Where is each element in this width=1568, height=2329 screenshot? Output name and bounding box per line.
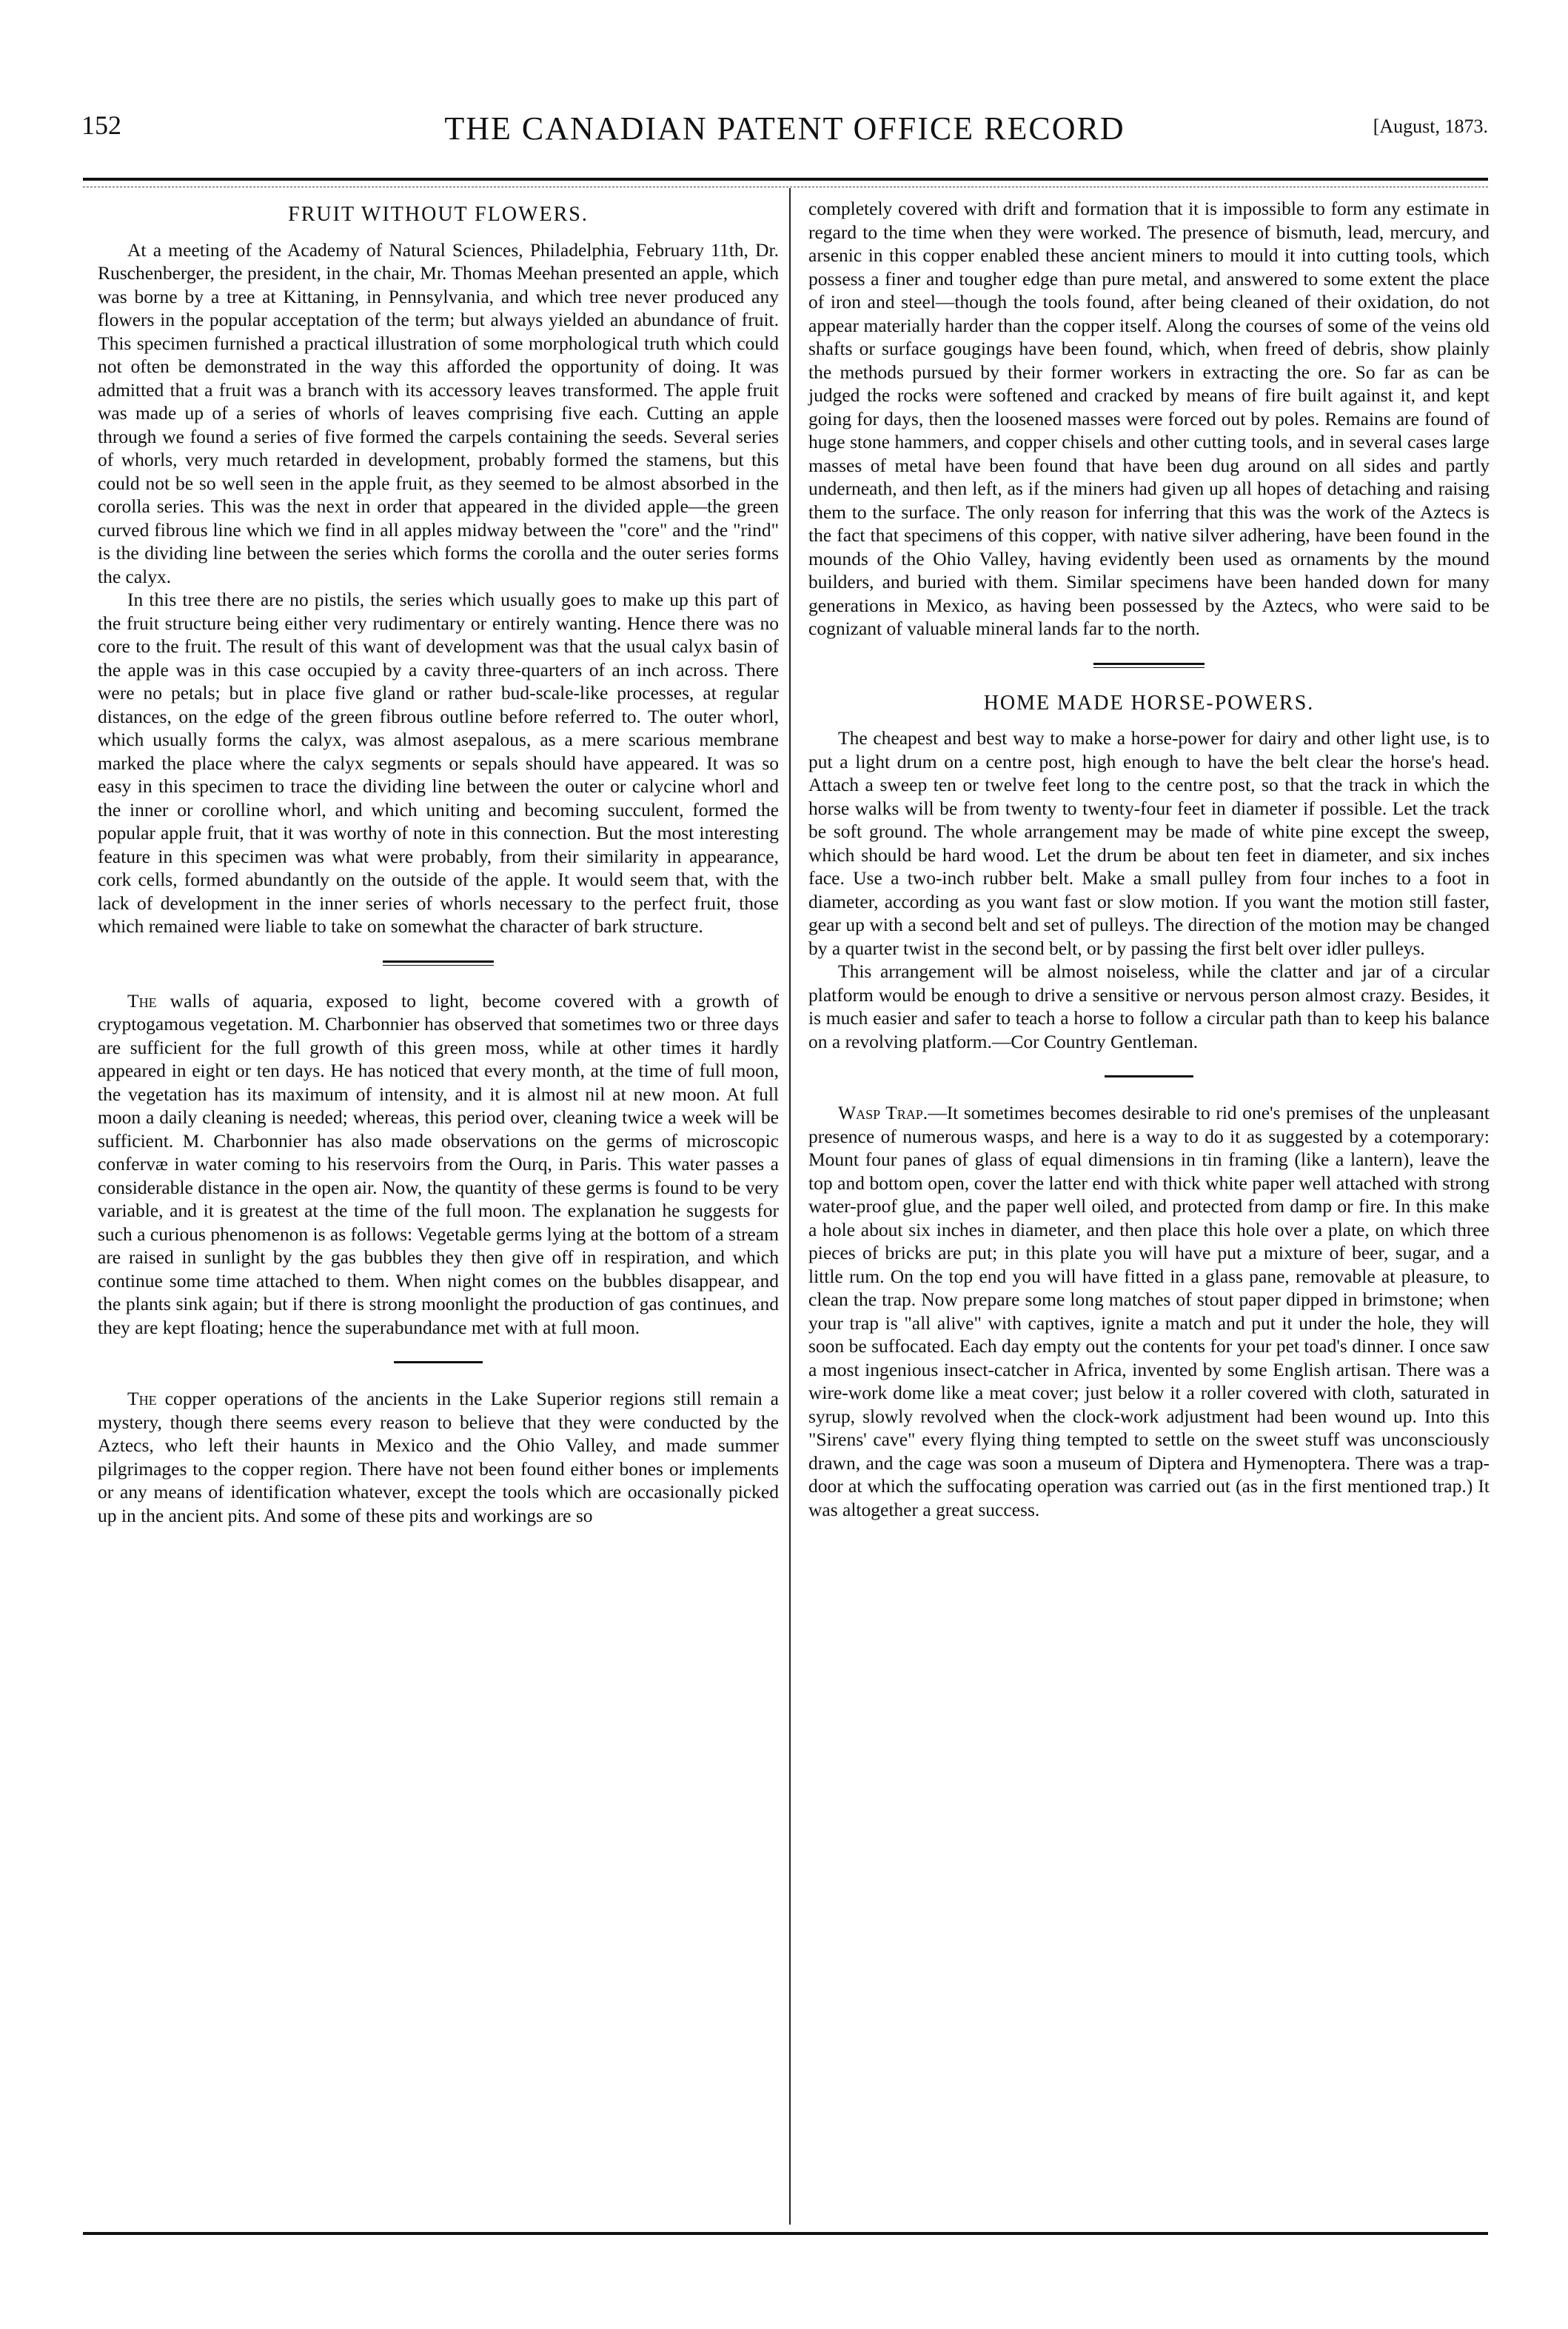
- copper-paragraph: [98, 1387, 779, 1527]
- column-divider: [789, 188, 791, 2225]
- copper-continuation: completely covered with drift and formation that it is impossible to form any estimate in regard to the time when they were worked. The presence of bismuth, lead, mercury, and arsenic in this copper enabled these ancient miners to mould it into cutting tools, which possess a finer and tougher edge than pure metal, and answered to some extent the place of iron and steel—though the tools found, after being cleaned of their oxidation, do not appear materially harder than the copper itself. Along the courses of some of the veins old shafts or surface gougings have been found, which, when freed of debris, show plainly the methods pursued by their former workers in extracting the ore. So far as can be judged the rocks were softened and cracked by means of fire built against it, and kept going for days, then the loosened masses were forced out by poles. Remains are found of huge stone hammers, and copper chisels and other cutting tools, and in several cases large masses of metal have been found that have been dug around on all sides and partly underneath, and then left, as if the miners had given up all hopes of detaching and raising them to the surface. The only reason for inferring that this was the work of the Aztecs is the fact that specimens of this copper, with native silver adhering, have been found in the mounds of the Ohio Valley, having evidently been used as ornaments by the mound builders, and buried with them. Similar specimens have been handed down for many generations in Mexico, as having been possessed by the Aztecs, who were said to be cognizant of valuable mineral lands far to the north.: [808, 198, 1490, 639]
- fruit-paragraph-1: At a meeting of the Academy of Natural Sciences, Philadelphia, February 11th, Dr. Ruschenberger, the president, in the chair, Mr. Thomas Meehan presented an apple, which was borne by a tree at Kittaning, in Pennsylvania, and which tree never produced any flowers in the popular acceptation of the term; but always yielded an abundance of fruit. This specimen furnished a practical illustration of some morphological truth which could not often be demonstrated in the way this afforded the opportunity of doing. It was admitted that a fruit was a branch with its accessory leaves transformed. The apple fruit was made up of a series of whorls of leaves comprising five each. Cutting an apple through we found a series of five formed the carpels containing the seeds. Several series of whorls, very much retarded in development, probably formed the stamens, but this could not be so well seen in the apple fruit, as they seemed to be almost absorbed in the corolla series. This was the next in order that appeared in the divided apple—the green curved fibrous line which we find in all apples midway between the "core" and the "rind" is the dividing line between the series which forms the corolla and the outer series forms the calyx.: [98, 238, 779, 587]
- page-header: [81, 110, 1488, 154]
- aquaria-lead: The: [127, 989, 157, 1012]
- section-divider: [1105, 1075, 1193, 1079]
- fruit-paragraph-2: In this tree there are no pistils, the series which usually goes to make up this part of the fruit structure being either very rudimentary or entirely wanting. Hence there was no core to the fruit. The result of this want of development was that the usual calyx basin of the apple was in this case occupied by a cavity three-quarters of an inch across. There were no petals; but in place five gland or rather bud-scale-like processes, at regular distances, on the edge of the green fibrous outline before referred to. The outer whorl, which usually forms the calyx, was almost asepalous, as a mere scarious membrane marked the place where the calyx segments or sepals should have appeared. It was so easy in this specimen to trace the dividing line between the outer or calycine whorl and the inner or corolline whorl, and which uniting and becoming succulent, formed the popular apple fruit, that it was worthy of note in this connection. But the most interesting feature in this specimen was what were probably, from their similarity in appearance, cork cells, formed abundantly on the outside of the apple. It would seem that, with the lack of development in the inner series of whorls necessary to the perfect fruit, those which remained were liable to take on somewhat the character of bark structure.: [98, 589, 779, 937]
- page-body: [83, 178, 1488, 2235]
- right-column: [808, 197, 1490, 1521]
- aquaria-paragraph: [98, 989, 779, 1340]
- article-title-horse: HOME MADE HORSE-POWERS.: [983, 691, 1315, 715]
- section-divider: [383, 960, 494, 966]
- article-title-fruit: FRUIT WITHOUT FLOWERS.: [288, 203, 589, 226]
- wasp-paragraph: [808, 1101, 1490, 1521]
- wasp-lead: Wasp Trap.: [838, 1102, 928, 1123]
- section-divider: [394, 1361, 483, 1365]
- aquaria-text: walls of aquaria, exposed to light, become covered with a growth of cryptogamous vegetation. M. Charbonnier has observed that sometimes two or three days are sufficient for the full growth of this green moss, while at other times it hardly appeared in eight or ten days. He has noticed that every month, at the time of full moon, the vegetation has its maximum of intensity, and it is almost nil at new moon. At full moon a daily cleaning is needed; whereas, this period over, cleaning twice a week will be sufficient. M. Charbonnier has also made observations on the germs of microscopic confervæ in water coming to his reservoirs from the Ourq, in Paris. This water passes a considerable distance in the open air. Now, the quantity of these germs is found to be very variable, and it is greatest at the time of the full moon. The explanation he suggests for such a curious phenomenon is as follows: Vegetable germs lying at the bottom of a stream are raised in sunlight by the gas bubbles they then give off in respiration, and which continue some time attached to them. When night comes on the bubbles disappear, and the plants sink again; but if there is strong moonlight the production of gas continues, and they are kept floating; hence the superabundance met with at full moon.: [98, 989, 779, 1338]
- copper-lead: The: [127, 1388, 157, 1409]
- page-number: 152: [81, 110, 121, 140]
- wasp-text: —It sometimes becomes desirable to rid one's premises of the unpleasant presence of numerous wasps, and here is a way to do it as suggested by a cotemporary: Mount four panes of glass of equal dimensions in tin framing (like a lantern), leave the top and bottom open, cover the latter end with thick white paper well attached with strong water-proof glue, and the paper well oiled, and protected from damp or fire. In this make a hole about six inches in diameter, and then place this hole over a plate, on which three pieces of bricks are put; in this plate you will have put a mixture of beer, sugar, and a little rum. On the top end you will have fitted in a glass pane, removable at pleasure, to clean the trap. Now prepare some long matches of stout paper dipped in brimstone; when your trap is "all alive" with captives, ignite a match and put it under the hole, they will soon be suffocated. Each day empty out the contents for your pet toad's dinner. I once saw a most ingenious insect-catcher in Africa, invented by some English artisan. There was a wire-work dome like a meat cover; just below it a roller covered with cloth, saturated in syrup, slowly revolved when the clock-work adjustment had been wound up. Into this "Sirens' cave" every flying thing tempted to settle on the sweet stuff was unconsciously drawn, and the cage was soon a museum of Diptera and Hymenoptera. There was a trap-door at which the suffocating operation was carried out (as in the first mentioned trap.) It was altogether a great success.: [808, 1102, 1490, 1520]
- issue-date: [August, 1873.: [1373, 116, 1488, 137]
- section-divider: [1093, 663, 1205, 668]
- left-column: [98, 197, 779, 1527]
- horse-paragraph-2: This arrangement will be almost noiseless, while the clatter and jar of a circular platform would be enough to drive a sensitive or nervous person almost crazy. Besides, it is much easier and safer to teach a horse to follow a circular path than to keep his balance on a revolving platform.—Cor Country Gentleman.: [808, 960, 1490, 1052]
- journal-title: THE CANADIAN PATENT OFFICE RECORD: [444, 110, 1125, 147]
- copper-text-left: copper operations of the ancients in the Lake Superior regions still remain a mystery, though there seems every reason to believe that they were conducted by the Aztecs, who left their haunts in Mexico and the Ohio Valley, and made summer pilgrimages to the copper region. There have not been found either bones or implements or any means of identification whatever, except the tools which are occasionally picked up in the ancient pits. And some of these pits and workings are so: [98, 1388, 779, 1526]
- horse-paragraph-1: The cheapest and best way to make a horse-power for dairy and other light use, is to put a light drum on a centre post, high enough to have the belt clear the horse's head. Attach a sweep ten or twelve feet long to the centre post, so that the track in which the horse walks will be from twenty to twenty-four feet in diameter if possible. Let the track be soft ground. The whole arrangement may be made of white pine except the sweep, which should be hard wood. Let the drum be about ten feet in diameter, and six inches face. Use a two-inch rubber belt. Make a small pulley from four inches to a foot in diameter, according as you want fast or slow motion. If you want the motion still faster, gear up with a second belt and set of pulleys. The direction of the motion may be changed by a quarter twist in the second belt, or by passing the first belt over idler pulleys.: [808, 727, 1490, 959]
